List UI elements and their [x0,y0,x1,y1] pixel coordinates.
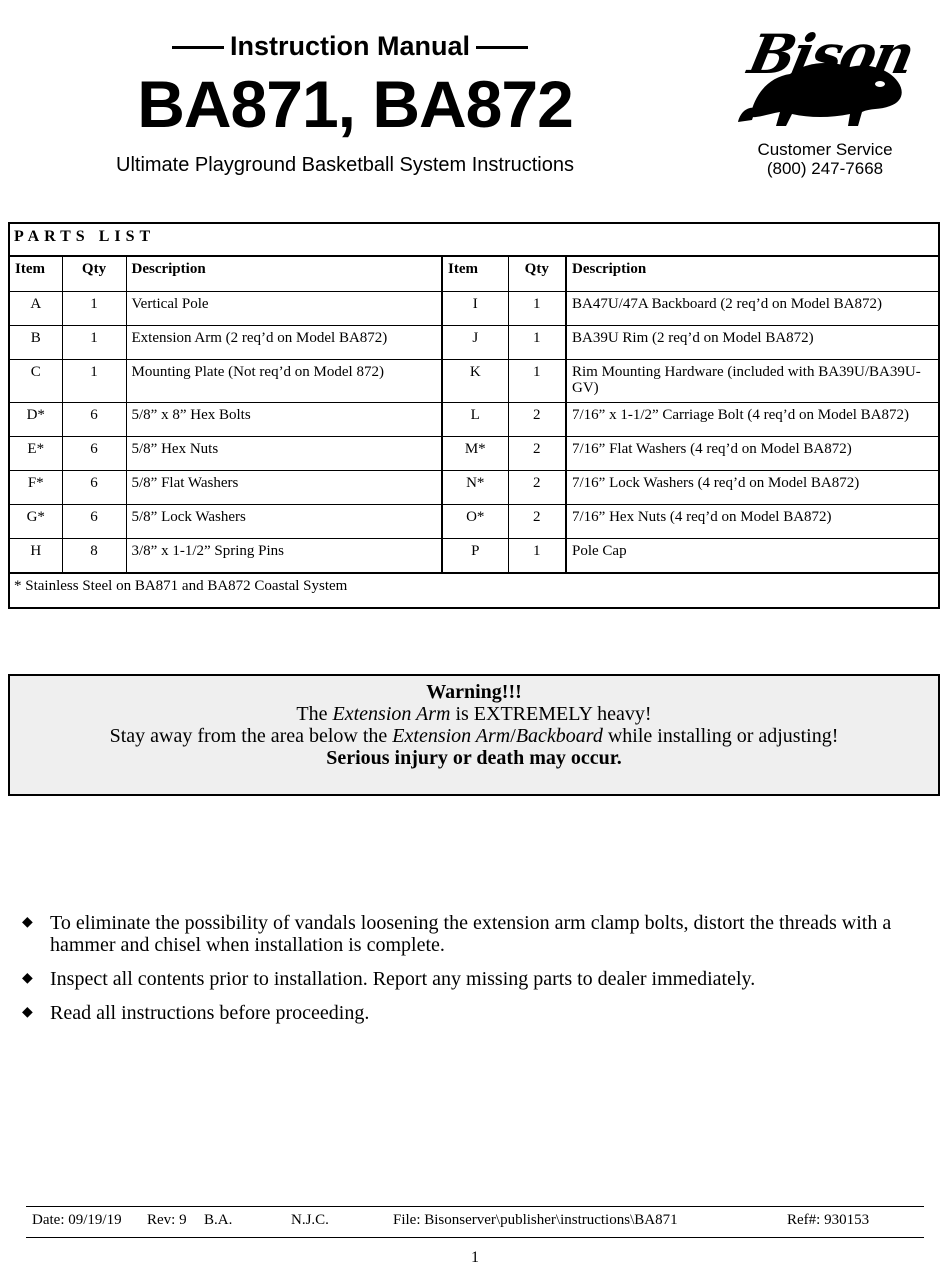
part-description: Mounting Plate (Not req’d on Model 872) [126,360,442,403]
parts-row [10,437,938,471]
footer-date: Date: 09/19/19 [32,1212,122,1228]
parts-table [10,257,938,573]
part-description: 7/16” Flat Washers (4 req’d on Model BA872) [566,437,938,471]
bullet-text: To eliminate the possibility of vandals loosening the extension arm clamp bolts, distort the threads with a hammer and chisel when installation is complete. [50,912,892,956]
bison-logo [730,22,919,132]
warning-line-3: Serious injury or death may occur. [326,747,622,769]
part-description: 7/16” x 1-1/2” Carriage Bolt (4 req’d on Model BA872) [566,403,938,437]
bullet-item [20,968,920,990]
customer-service-label: Customer Service [757,140,893,159]
part-qty: 1 [508,292,566,326]
part-item: D* [10,403,62,437]
part-item: L [442,403,508,437]
warning-emphasis: Extension Arm [392,725,511,747]
part-description: 7/16” Lock Washers (4 req’d on Model BA872) [566,471,938,505]
customer-service-phone: (800) 247-7668 [766,159,884,178]
part-item: K [442,360,508,403]
parts-row [10,326,938,360]
diamond-bullet-icon: ◆ [22,915,33,930]
diamond-bullet-icon: ◆ [22,1005,33,1020]
instruction-bullets [20,912,920,1036]
warning-text: is EXTREMELY heavy! [450,703,652,725]
part-qty: 1 [62,360,126,403]
col-description-right: Description [566,257,938,292]
bullet-item [20,1002,920,1024]
warning-line-1 [10,703,938,725]
part-item: C [10,360,62,403]
part-description: 5/8” x 8” Hex Bolts [126,403,442,437]
part-qty: 6 [62,437,126,471]
part-qty: 8 [62,539,126,573]
footer-file: File: Bisonserver\publisher\instructions\BA871 [393,1212,678,1228]
warning-text: The [296,703,333,725]
part-description: Extension Arm (2 req’d on Model BA872) [126,326,442,360]
part-qty: 6 [62,505,126,539]
warning-text: / [510,725,516,747]
part-item: H [10,539,62,573]
warning-box [8,674,940,796]
warning-title: Warning!!! [426,681,522,703]
parts-footnote: * Stainless Steel on BA871 and BA872 Coastal System [10,573,938,607]
manual-heading [140,30,560,62]
model-numbers: BA871, BA872 [137,67,573,141]
part-item: I [442,292,508,326]
part-item: G* [10,505,62,539]
parts-table-body [10,292,938,573]
footer-initials-1: B.A. [204,1212,233,1228]
part-qty: 2 [508,437,566,471]
part-description: Vertical Pole [126,292,442,326]
col-description-left: Description [126,257,442,292]
parts-row [10,471,938,505]
heading-rule-right [476,46,528,49]
warning-text: Stay away from the area below the [109,725,393,747]
page-number: 1 [471,1249,479,1266]
part-qty: 6 [62,471,126,505]
brand-wordmark: Bison [743,22,919,86]
parts-row [10,360,938,403]
part-item: O* [442,505,508,539]
parts-list-title: PARTS LIST [10,224,938,257]
manual-label: Instruction Manual [229,31,470,61]
part-description: 7/16” Hex Nuts (4 req’d on Model BA872) [566,505,938,539]
footer-rev: Rev: 9 [147,1212,187,1228]
document-footer [26,1206,924,1238]
parts-table-header [10,257,938,292]
part-item: E* [10,437,62,471]
bullet-item [20,912,920,956]
part-item: P [442,539,508,573]
heading-rule-left [172,46,224,49]
bullet-text: Read all instructions before proceeding. [50,1002,370,1024]
part-description: BA47U/47A Backboard (2 req’d on Model BA872) [566,292,938,326]
part-qty: 1 [62,326,126,360]
warning-text: while installing or adjusting! [602,725,839,747]
footer-initials-2: N.J.C. [291,1212,329,1228]
part-description: Pole Cap [566,539,938,573]
parts-row [10,403,938,437]
warning-emphasis: Backboard [515,725,603,747]
part-description: 5/8” Lock Washers [126,505,442,539]
part-qty: 1 [508,539,566,573]
part-item: M* [442,437,508,471]
part-item: B [10,326,62,360]
warning-line-2 [10,725,938,747]
col-qty-left: Qty [62,257,126,292]
footer-ref: Ref#: 930153 [787,1212,870,1228]
part-description: 5/8” Hex Nuts [126,437,442,471]
parts-row [10,505,938,539]
part-qty: 1 [62,292,126,326]
part-description: Rim Mounting Hardware (included with BA39U/BA39U-GV) [566,360,938,403]
part-qty: 2 [508,403,566,437]
part-item: A [10,292,62,326]
part-description: BA39U Rim (2 req’d on Model BA872) [566,326,938,360]
bullet-text: Inspect all contents prior to installation. Report any missing parts to dealer immediately. [50,968,756,990]
part-description: 3/8” x 1-1/2” Spring Pins [126,539,442,573]
parts-list [8,222,940,609]
diamond-bullet-icon: ◆ [22,971,33,986]
col-item-right: Item [442,257,508,292]
part-description: 5/8” Flat Washers [126,471,442,505]
subtitle: Ultimate Playground Basketball System Instructions [116,154,574,176]
customer-service [735,140,915,178]
col-qty-right: Qty [508,257,566,292]
col-item-left: Item [10,257,62,292]
parts-row [10,539,938,573]
part-qty: 2 [508,471,566,505]
part-qty: 2 [508,505,566,539]
parts-row [10,292,938,326]
part-item: J [442,326,508,360]
warning-emphasis: Extension Arm [332,703,451,725]
part-qty: 6 [62,403,126,437]
part-qty: 1 [508,360,566,403]
part-item: N* [442,471,508,505]
part-item: F* [10,471,62,505]
part-qty: 1 [508,326,566,360]
